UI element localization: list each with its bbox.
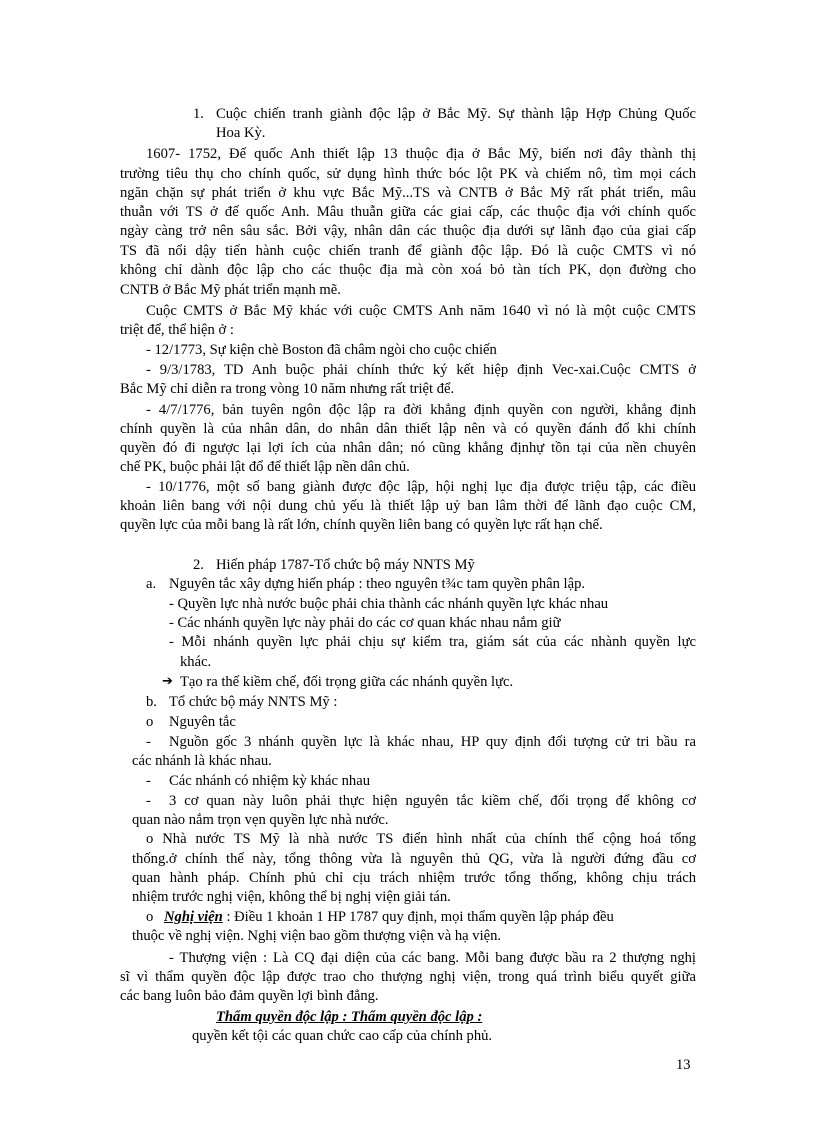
- paragraph-line: không chỉ dành độc lập cho các thuộc địa mà còn xoá bỏ tàn tích PK, dọn đường cho: [120, 262, 696, 278]
- rule-item-cont: các nhánh là khác nhau.: [132, 753, 272, 769]
- paragraph-line: thống.ở chính thể này, tổng thông vừa là nguyên thủ QG, vừa là người đứng đầu cơ: [132, 851, 696, 867]
- rule-item: Các nhánh có nhiệm kỳ khác nhau: [169, 773, 371, 789]
- page-number: 13: [676, 1057, 691, 1073]
- event-item: - 12/1773, Sự kiện chè Boston đã châm ngòi cho cuộc chiến: [146, 342, 497, 358]
- section1-title-line2: Hoa Kỳ.: [216, 125, 266, 141]
- paragraph-line: - Thượng viện : Là CQ đại diện của các bang. Mỗi bang được bầu ra 2 thượng nghị: [169, 950, 696, 966]
- paragraph-line: TS đã nổi dậy tiến hành cuộc chiến tranh để giành độc lập. Đó là cuộc CMTS vì nó: [120, 243, 696, 259]
- circle-bullet: o: [146, 714, 154, 730]
- rule-item: 3 cơ quan này luôn phải thực hiện nguyên tắc kiềm chế, đối trọng để không cơ: [169, 793, 696, 809]
- conclusion-text: Tạo ra thế kiềm chế, đối trọng giữa các nhánh quyền lực.: [180, 674, 514, 690]
- paragraph-line: Cuộc CMTS ở Bắc Mỹ khác với cuộc CMTS Anh năm 1640 vì nó là một cuộc CMTS: [146, 303, 696, 319]
- event-item: - 9/3/1783, TD Anh buộc phải chính thức ký kết hiệp định Vec-xai.Cuộc CMTS ở: [146, 362, 696, 378]
- section1-number: 1.: [193, 106, 204, 122]
- principle-item: - Các nhánh quyền lực này phải do các cơ quan khác nhau nắm giữ: [169, 615, 561, 631]
- section1-title-line1: Cuộc chiến tranh giành độc lập ở Bắc Mỹ. Sự thành lập Hợp Chủng Quốc: [216, 106, 696, 122]
- paragraph-line: thuẫn với TS ở đế quốc Anh. Mâu thuẫn giữa các giai cấp, các thuộc địa với chính quốc: [120, 204, 696, 220]
- principle-heading: Nguyên tắc xây dựng hiến pháp : theo nguyên t¾c tam quyền phân lập.: [169, 576, 586, 592]
- dash-bullet: -: [146, 773, 151, 789]
- paragraph-line: sĩ vì thẩm quyền độc lập được trao cho thượng nghị viện, trong quá trình biểu quyết giữa: [120, 969, 696, 985]
- paragraph-line: nhiệm trước nghị viện, không thể bị nghị viện giải tán.: [132, 889, 451, 905]
- paragraph-line: thuộc về nghị viện. Nghị viện bao gồm thượng viện và hạ viện.: [132, 928, 502, 944]
- paragraph-line: ngăn chặn sự phát triển ở khu vực Bắc Mỹ...TS và CNTB ở Bắc Mỹ rất phát triển, mâu: [120, 185, 696, 201]
- principle-item-cont: khác.: [180, 654, 212, 670]
- section2-title: Hiến pháp 1787-Tổ chức bộ máy NNTS Mỹ: [216, 557, 475, 573]
- list-marker-b: b.: [146, 694, 157, 710]
- event-item: - 10/1776, một số bang giành được độc lập, hội nghị lục địa được triệu tập, các điều: [146, 479, 696, 495]
- circle-bullet: o: [146, 909, 154, 925]
- principle-item: - Mỗi nhánh quyền lực phải chịu sự kiểm tra, giám sát của các nhành quyền lực: [169, 634, 696, 650]
- authority-item: quyền kết tội các quan chức cao cấp của chính phủ.: [192, 1028, 493, 1044]
- paragraph-line: các bang luôn bảo đảm quyền lợi bình đẳng.: [120, 988, 379, 1004]
- paragraph-line: ngày càng trở nên sâu sắc. Bởi vậy, nhân dân các thuộc địa dưới sự lãnh đạo của giai cấp: [120, 223, 696, 239]
- event-item-cont: quyền lực của mỗi bang là rất lớn, chính quyền liên bang có quyền lực rất hạn chế.: [120, 517, 603, 533]
- rule-item: Nguồn gốc 3 nhánh quyền lực là khác nhau, HP quy định đối tượng cử tri bầu ra: [169, 734, 696, 750]
- paragraph-line: 1607- 1752, Đế quốc Anh thiết lập 13 thuộc địa ở Bắc Mỹ, biến nơi đây thành thị: [146, 146, 696, 162]
- event-item: - 4/7/1776, bản tuyên ngôn độc lập ra đời khẳng định quyền con người, khẳng định: [146, 402, 696, 418]
- event-item-cont: quyền đó đi ngược lại lợi ích của nhân dân; nó cũng khẳng địnhự tồn tại của nền chuyên: [120, 440, 696, 456]
- dash-bullet: -: [146, 793, 151, 809]
- congress-text: : Điều 1 khoản 1 HP 1787 quy định, mọi thẩm quyền lập pháp đều: [226, 909, 614, 925]
- organization-heading: Tổ chức bộ máy NNTS Mỹ :: [169, 694, 338, 710]
- paragraph-line: triệt để, thể hiện ở :: [120, 322, 234, 338]
- dash-bullet: -: [146, 734, 151, 750]
- congress-line: [164, 908, 696, 926]
- arrow-icon: ➔: [162, 674, 173, 689]
- principle-label: Nguyên tắc: [169, 714, 236, 730]
- section2-number: 2.: [193, 557, 204, 573]
- event-item-cont: Bắc Mỹ chỉ diễn ra trong vòng 10 năm nhưng rất triệt để.: [120, 381, 455, 397]
- paragraph-line: trường tiêu thụ cho chính quốc, sử dụng hình thức bóc lột PK và chiếm nô, tìm mọi cách: [120, 166, 696, 182]
- event-item-cont: khoản liên bang với nội dung chủ yếu là thiết lập uỷ ban lâm thời để lãnh đạo cuộc CM,: [120, 498, 696, 514]
- rule-item-cont: quan nào nắm trọn vẹn quyền lực nhà nước.: [132, 812, 389, 828]
- event-item-cont: chế PK, buộc phải lật đổ để thiết lập nền dân chủ.: [120, 459, 410, 475]
- list-marker-a: a.: [146, 576, 157, 592]
- paragraph-line: CNTB ở Bắc Mỹ phát triển mạnh mẽ.: [120, 282, 341, 298]
- principle-item: - Quyền lực nhà nước buộc phải chia thành các nhánh quyền lực khác nhau: [169, 596, 609, 612]
- paragraph-line: quan hành pháp. Chính phủ chỉ cịu trách nhiệm trước tổng thống, không chịu trách: [132, 870, 696, 886]
- paragraph-line: o Nhà nước TS Mỹ là nhà nước TS điển hình nhất của chính thể cộng hoá tổng: [146, 831, 696, 847]
- event-item-cont: chính quyền là của nhân dân, do nhân dân thiết lập nên và có quyền đánh đổ khi chính: [120, 421, 696, 437]
- congress-label: Nghị viện: [164, 909, 223, 925]
- authority-heading: Thẩm quyền độc lập : Thẩm quyền độc lập :: [216, 1009, 483, 1025]
